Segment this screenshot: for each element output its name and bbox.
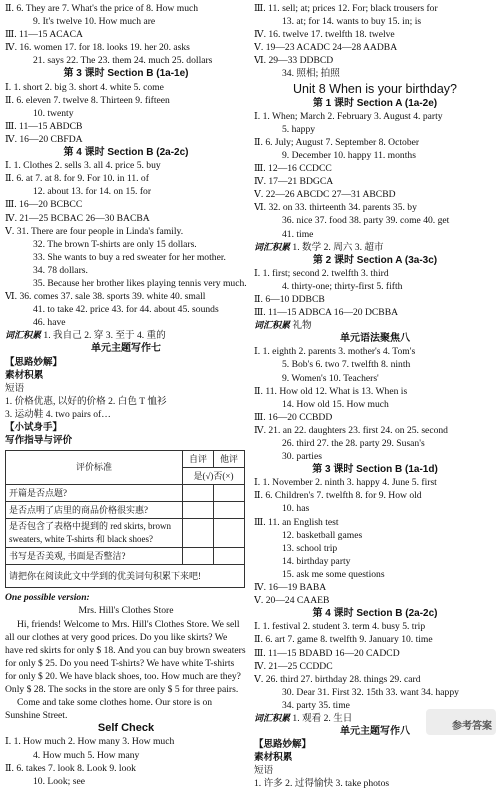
answer-line: 35. Because her brother likes playing tennis very much.: [33, 277, 247, 289]
phrase-line: 3. 运动鞋 4. two pairs of…: [5, 408, 111, 420]
table-cell: 是否点明了店里的商品价格很实惠?: [6, 502, 183, 519]
essay: [5, 618, 247, 723]
table-note: 请把你在阅读此文中学到的优美词句积累下来吧!: [6, 565, 245, 588]
answer-line: 5. happy: [282, 123, 316, 135]
section-heading: 第 3 课时 Section B (1a-1e): [63, 68, 189, 80]
answer-line: 9. December 10. happy 11. months: [282, 149, 416, 161]
answer-line: Ⅳ. 16. women 17. for 18. looks 19. her 20. asks: [5, 42, 190, 54]
answer-line: 4. thirty-one; thirty-first 5. fifth: [282, 280, 403, 292]
answer-line: Ⅱ. 6—10 DDBCB: [254, 293, 325, 305]
section-heading: 第 3 课时 Section B (1a-1d): [312, 464, 438, 476]
possible-version-label: One possible version:: [5, 592, 90, 604]
answer-line: 14. How old 15. How much: [282, 398, 389, 410]
check-cell[interactable]: [214, 485, 245, 502]
answer-line: Ⅳ. 21—25 BCBAC 26—30 BACBA: [5, 212, 150, 224]
answer-line: Ⅲ. 16—20 BCBCC: [5, 199, 83, 211]
answer-line: Ⅳ. 17—21 BDGCA: [254, 176, 334, 188]
thinking-label: 【思路妙解】: [5, 356, 63, 368]
evaluation-table: [5, 450, 245, 588]
vocab-label: 词汇积累: [254, 241, 291, 252]
answer-line: Ⅳ. 16—20 CBFDA: [5, 133, 83, 145]
section-heading: 第 4 课时 Section B (2a-2c): [63, 147, 189, 159]
check-cell[interactable]: [183, 519, 214, 548]
vocab-text: 1. 观看 2. 生日: [292, 712, 353, 724]
left-column: [5, 2, 247, 788]
answer-line: Ⅰ. 1. first; second 2. twelfth 3. third: [254, 267, 389, 279]
answer-line: Ⅰ. 1. short 2. big 3. short 4. white 5. come: [5, 81, 164, 93]
answer-line: 4. How much 5. How many: [33, 749, 140, 761]
answer-line: 9. Women's 10. Teachers': [282, 372, 379, 384]
answers-block: [5, 735, 247, 787]
answer-line: 30. parties: [282, 451, 322, 463]
answer-line: Ⅲ. 11—15 ABDCB: [5, 120, 83, 132]
answer-line: 5. Bob's 6. two 7. twelfth 8. ninth: [282, 359, 411, 371]
answer-line: 30. Dear 31. First 32. 15th 33. want 34. happy: [282, 686, 459, 698]
answer-line: 26. third 27. the 28. party 29. Susan's: [282, 438, 425, 449]
answer-line: 36. nice 37. food 38. party 39. come 40. get: [282, 215, 450, 227]
check-cell[interactable]: [214, 519, 245, 548]
answer-line: 13. at; for 14. wants to buy 15. in; is: [282, 16, 422, 28]
phrase-line: 1. 许多 2. 过得愉快 3. take photos: [254, 778, 390, 790]
answers-block: [254, 267, 496, 319]
answer-line: Ⅳ. 21—25 CCDDC: [254, 660, 333, 672]
section-heading: 第 1 课时 Section A (1a-2e): [312, 97, 438, 109]
answer-line: Ⅱ. 11. How old 12. What is 13. When is: [254, 385, 408, 397]
table-header-self: 自评: [183, 451, 214, 468]
material-label: 素材积累: [254, 752, 293, 764]
check-cell[interactable]: [183, 485, 214, 502]
vocab-text: 礼物: [292, 320, 312, 332]
essay-paragraph: Hi, friends! Welcome to Mrs. Hill's Clothes Store. We sell all our clothes at very good prices. Do you like skirts? We have red skirts for only $ 18. And you can buy brown sweaters for only $ 25. Do you need T-shirts? We have white T-shirts for only $ 20. We have black shoes, too. How much are they? Only $ 28. The socks in the store are only $ 5 for three pairs.: [5, 618, 246, 696]
answer-line: Ⅳ. 16—19 BABA: [254, 582, 327, 594]
answer-line: Ⅱ. 6. Children's 7. twelfth 8. for 9. How old: [254, 490, 422, 502]
page-footer: 参考答案: [452, 720, 492, 732]
check-cell[interactable]: [214, 502, 245, 519]
answer-line: Ⅴ. 20—24 CAAEB: [254, 595, 330, 607]
answer-line: 10. Look; see: [33, 775, 85, 787]
answer-line: Ⅲ. 16—20 CCBDD: [254, 411, 333, 423]
answer-line: 46. have: [33, 317, 66, 329]
answers-block: [5, 2, 247, 67]
answer-line: Ⅴ. 22—26 ABCDC 27—31 ABCBD: [254, 189, 396, 201]
answer-line: Ⅱ. 6. July; August 7. September 8. October: [254, 136, 420, 148]
answer-line: Ⅲ. 11. an English test: [254, 516, 339, 528]
answer-line: 15. ask me some questions: [282, 568, 385, 580]
table-cell: 开篇是否点题?: [6, 485, 183, 502]
vocab-text: 1. 数学 2. 周六 3. 超市: [292, 241, 384, 253]
answer-line: 32. The brown T-shirts are only 15 dollars.: [33, 238, 197, 250]
table-cell: 书写是否美观, 书面是否整洁?: [6, 548, 183, 565]
answer-line: 12. about 13. for 14. on 15. for: [33, 186, 152, 198]
right-column: [254, 2, 496, 791]
answer-line: Ⅰ. 1. How much 2. How many 3. How much: [5, 736, 175, 748]
section-heading: 第 4 课时 Section B (2a-2c): [312, 608, 438, 620]
answer-line: 34. 78 dollars.: [33, 264, 88, 276]
answer-line: 13. school trip: [282, 542, 338, 554]
answer-line: Ⅱ. 6. at 7. at 8. for 9. For 10. in 11. of: [5, 173, 149, 185]
answer-line: 9. It's twelve 10. How much are: [33, 16, 156, 28]
answer-line: Ⅰ. 1. Clothes 2. sells 3. all 4. price 5. buy: [5, 160, 161, 172]
answer-line: Ⅳ. 21. an 22. daughters 23. first 24. on 25. second: [254, 424, 448, 436]
section-heading: 第 2 课时 Section A (3a-3c): [312, 254, 438, 266]
thinking-label: 【思路妙解】: [254, 739, 312, 751]
vocab-line: [254, 319, 496, 332]
material-label: 素材积累: [5, 369, 44, 381]
try-label: 【小试身手】: [5, 422, 63, 433]
answer-line: Ⅱ. 6. They are 7. What's the price of 8. How much: [5, 3, 199, 14]
answer-line: 34. party 35. time: [282, 699, 350, 711]
answer-line: Ⅰ. 1. festival 2. student 3. term 4. busy 5. trip: [254, 621, 426, 633]
answer-line: Ⅴ. 19—23 ACADC 24—28 AADBA: [254, 42, 398, 54]
table-row: [6, 485, 245, 502]
phrases-label: 短语: [5, 382, 25, 394]
answers-block: [5, 159, 247, 329]
table-header-yesno: 是(√)否(×): [183, 468, 245, 485]
vocab-label: 词汇积累: [254, 712, 291, 723]
answer-line: 10. has: [282, 503, 310, 515]
answer-line: 33. She wants to buy a red sweater for her mother.: [33, 251, 226, 263]
vocab-line: [254, 241, 496, 254]
unit-title: Unit 8 When is your birthday?: [293, 81, 457, 96]
answers-block: [254, 620, 496, 712]
essay-paragraph: Come and take some clothes home. Our store is on Sunshine Street.: [5, 697, 213, 722]
answer-line: 12. basketball games: [282, 529, 363, 541]
answer-line: Ⅱ. 6. takes 7. look 8. Look 9. look: [5, 762, 136, 774]
answer-line: 21. says 22. The 23. them 24. much 25. dollars: [33, 55, 213, 67]
table-row: [6, 548, 245, 565]
answer-line: 41. to take 42. price 43. for 44. about 45. sounds: [33, 304, 219, 316]
answer-line: Ⅰ. 1. When; March 2. February 3. August 4. party: [254, 110, 443, 122]
answer-line: 14. birthday party: [282, 555, 351, 567]
guide-label: 写作指导与评价: [5, 435, 73, 447]
answer-line: Ⅲ. 11—15 ACACA: [5, 29, 83, 41]
vocab-line: [5, 329, 247, 342]
vocab-label: 词汇积累: [254, 320, 291, 331]
table-cell: 是否包含了表格中提到的 red skirts, brown sweaters, white T-shirts 和 black shoes?: [6, 519, 183, 548]
table-header-peer: 他评: [214, 451, 245, 468]
answers-block: [254, 2, 496, 81]
section-heading: 单元主题写作八: [340, 726, 410, 738]
answer-line: Ⅲ. 11. sell; at; prices 12. For; black trousers for: [254, 3, 438, 14]
section-heading: 单元主题写作七: [91, 343, 161, 355]
answers-block: [254, 476, 496, 607]
table-row: [6, 565, 245, 588]
table-header-criteria: 评价标准: [6, 451, 183, 485]
answer-line: Ⅰ. 1. November 2. ninth 3. happy 4. June 5. first: [254, 477, 437, 489]
answer-line: Ⅴ. 31. There are four people in Linda's family.: [5, 225, 184, 237]
answer-line: 34. 照相; 拍照: [282, 68, 340, 80]
answers-block: [254, 345, 496, 463]
essay-title: Mrs. Hill's Clothes Store: [78, 605, 174, 617]
table-row: [6, 519, 245, 548]
table-row: [6, 502, 245, 519]
answer-line: Ⅵ. 29—33 DDBCD: [254, 55, 334, 67]
answer-line: Ⅲ. 12—16 CCDCC: [254, 163, 332, 175]
section-heading: Self Check: [97, 722, 155, 735]
answers-block: [254, 110, 496, 241]
answer-line: Ⅲ. 11—15 ADBCA 16—20 DCBBA: [254, 307, 399, 319]
answer-line: Ⅵ. 32. on 33. thirteenth 34. parents 35. by: [254, 202, 417, 214]
check-cell[interactable]: [214, 548, 245, 565]
answer-line: Ⅴ. 26. third 27. birthday 28. things 29. card: [254, 673, 421, 685]
section-heading: 单元语法聚焦八: [340, 333, 410, 345]
answer-line: Ⅲ. 11—15 BDABD 16—20 CADCD: [254, 647, 400, 659]
check-cell[interactable]: [183, 548, 214, 565]
check-cell[interactable]: [183, 502, 214, 519]
answer-line: 41. time: [282, 228, 314, 240]
answers-block: [5, 81, 247, 146]
vocab-label: 词汇积累: [5, 330, 42, 341]
vocab-text: 1. 我自己 2. 穿 3. 至于 4. 重的: [43, 330, 166, 342]
answer-line: Ⅱ. 6. eleven 7. twelve 8. Thirteen 9. fifteen: [5, 94, 170, 106]
answer-line: Ⅰ. 1. eighth 2. parents 3. mother's 4. Tom's: [254, 346, 416, 358]
phrase-line: 1. 价格优惠, 以好的价格 2. 白色 T 恤衫: [5, 395, 167, 407]
answer-line: Ⅱ. 6. art 7. game 8. twelfth 9. January 10. time: [254, 634, 433, 646]
answer-line: 10. twenty: [33, 107, 74, 119]
answer-line: Ⅵ. 36. comes 37. sale 38. sports 39. white 40. small: [5, 291, 206, 303]
phrases-label: 短语: [254, 765, 274, 777]
answer-line: Ⅳ. 16. twelve 17. twelfth 18. twelve: [254, 29, 395, 41]
